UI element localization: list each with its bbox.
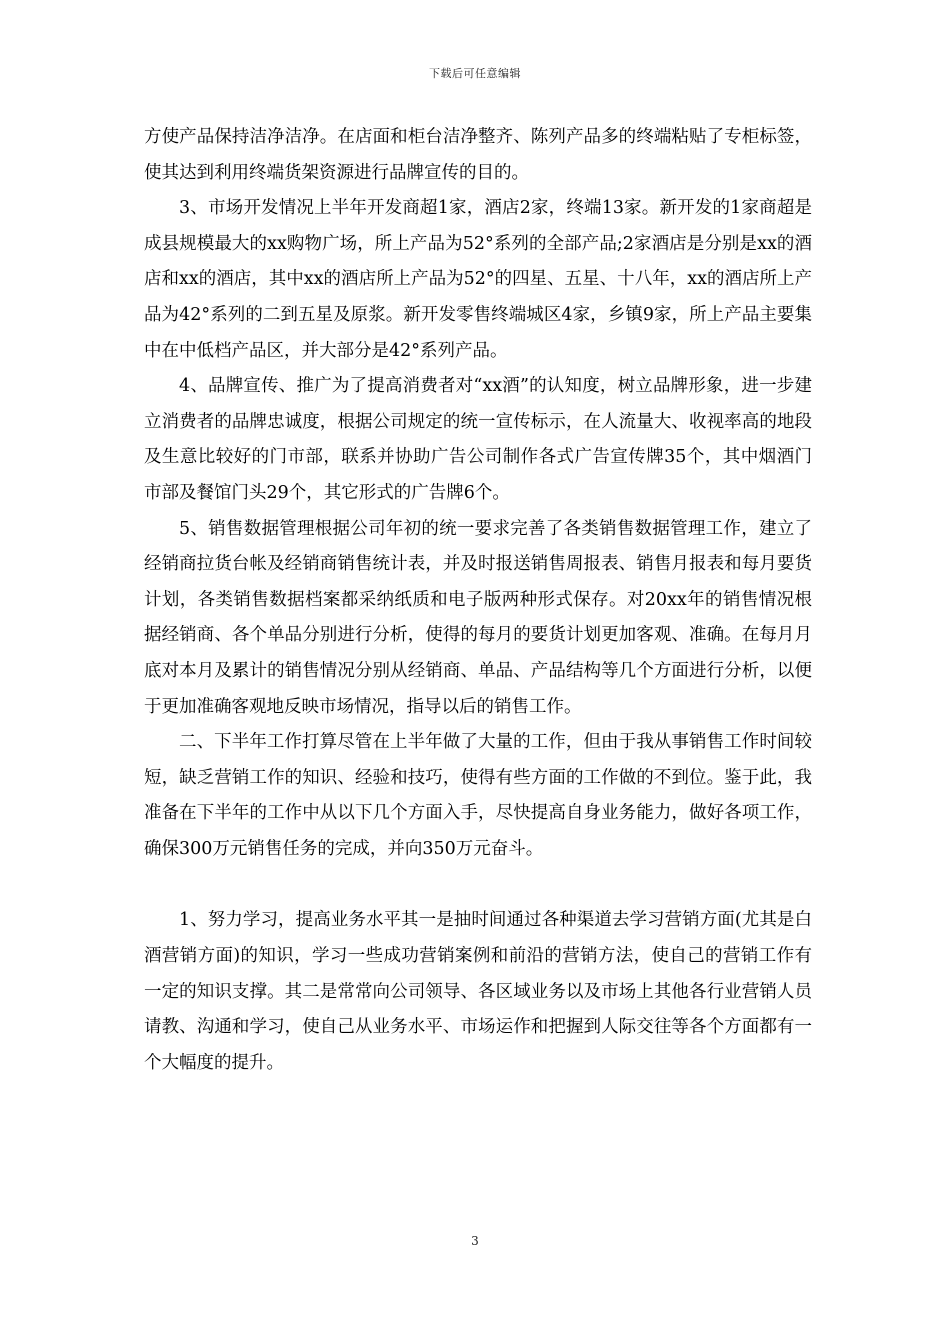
paragraph-brand-promotion: 4、品牌宣传、推广为了提高消费者对“xx酒”的认知度，树立品牌形象，进一步建立消费者的品牌忠诚度，根据公司规定的统一宣传标示，在人流量大、收视率高的地段及生意比较好的门市部，联系并协助广告公司制作各式广告宣传牌35个，其中烟酒门市部及餐馆门头29个，其它形式的广告牌6个。 <box>144 376 812 503</box>
paragraph-second-half-plan: 二、下半年工作打算尽管在上半年做了大量的工作，但由于我从事销售工作时间较短，缺乏营销工作的知识、经验和技巧，使得有些方面的工作做的不到位。鉴于此，我准备在下半年的工作中从以下几个方面入手，尽快提高自身业务能力，做好各项工作，确保300万元销售任务的完成，并向350万元奋斗。 <box>144 732 812 859</box>
page-header: 下载后可任意编辑 <box>429 67 521 80</box>
document-body <box>144 120 812 1081</box>
paragraph-sales-data-management: 5、销售数据管理根据公司年初的统一要求完善了各类销售数据管理工作，建立了经销商拉货台帐及经销商销售统计表，并及时报送销售周报表、销售月报表和每月要货计划，各类销售数据档案都采纳纸质和电子版两种形式保存。对20xx年的销售情况根据经销商、各个单品分别进行分析，使得的每月的要货计划更加客观、准确。在每月月底对本月及累计的销售情况分别从经销商、单品、产品结构等几个方面进行分析，以便于更加准确客观地反映市场情况，指导以后的销售工作。 <box>144 518 812 717</box>
paragraph-market-development: 3、市场开发情况上半年开发商超1家，酒店2家，终端13家。新开发的1家商超是成县规模最大的xx购物广场，所上产品为52°系列的全部产品;2家酒店是分别是xx的酒店和xx的酒店，其中xx的酒店所上产品为52°的四星、五星、十八年，xx的酒店所上产品为42°系列的二到五星及原浆。新开发零售终端城区4家，乡镇9家，所上产品主要集中在中低档产品区，并大部分是42°系列产品。 <box>144 198 812 361</box>
paragraph-continuation: 方使产品保持洁净洁净。在店面和柜台洁净整齐、陈列产品多的终端粘贴了专柜标签，使其达到利用终端货架资源进行品牌宣传的目的。 <box>144 127 812 183</box>
paragraph-gap <box>144 867 812 903</box>
page-number: 3 <box>471 1234 479 1248</box>
paragraph-study-improve: 1、努力学习，提高业务水平其一是抽时间通过各种渠道去学习营销方面(尤其是白酒营销方面)的知识，学习一些成功营销案例和前沿的营销方法，使自己的营销工作有一定的知识支撑。其二是常常向公司领导、各区域业务以及市场上其他各行业营销人员请教、沟通和学习，使自己从业务水平、市场运作和把握到人际交往等各个方面都有一个大幅度的提升。 <box>144 910 812 1073</box>
